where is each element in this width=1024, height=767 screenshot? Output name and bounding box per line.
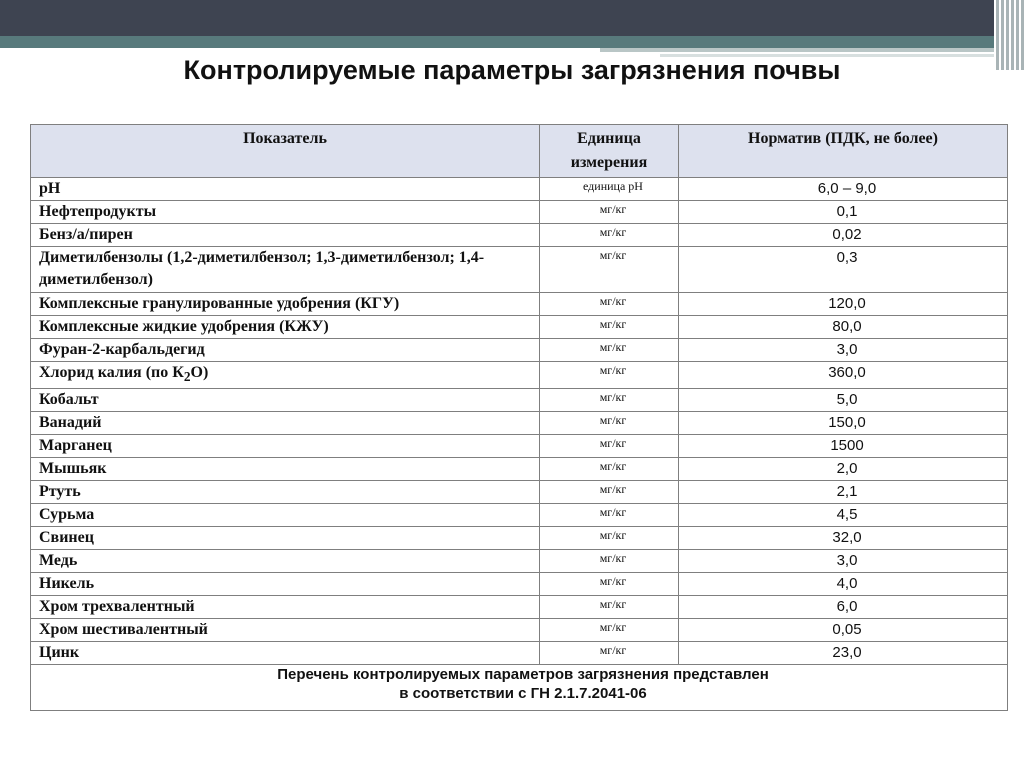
table-row: [31, 339, 1008, 362]
table-row: [31, 504, 1008, 527]
header-norm: Норматив (ПДК, не более): [679, 125, 1008, 178]
table-row: [31, 201, 1008, 224]
row-name: Фуран-2-карбальдегид: [31, 339, 540, 362]
row-name: Сурьма: [31, 504, 540, 527]
row-norm: 6,0: [679, 596, 1008, 619]
row-name: Комплексные жидкие удобрения (КЖУ): [31, 316, 540, 339]
row-name: Цинк: [31, 642, 540, 665]
row-name: pH: [31, 178, 540, 201]
table-footer-row: [31, 665, 1008, 711]
row-norm: 120,0: [679, 293, 1008, 316]
row-name: Свинец: [31, 527, 540, 550]
table-row: [31, 247, 1008, 293]
row-name: Диметилбензолы (1,2-диметилбензол; 1,3-диметилбензол; 1,4-диметилбензол): [31, 247, 540, 293]
row-name-part: Хлорид калия (по К: [39, 364, 184, 381]
row-norm: 5,0: [679, 389, 1008, 412]
row-name: Хром шестивалентный: [31, 619, 540, 642]
row-norm: 0,05: [679, 619, 1008, 642]
table-row: [31, 224, 1008, 247]
row-name: Нефтепродукты: [31, 201, 540, 224]
row-name: Никель: [31, 573, 540, 596]
row-unit: мг/кг: [540, 435, 679, 458]
row-unit: мг/кг: [540, 573, 679, 596]
row-name: Ванадий: [31, 412, 540, 435]
row-name: Медь: [31, 550, 540, 573]
row-norm: 32,0: [679, 527, 1008, 550]
table-row: [31, 596, 1008, 619]
row-norm: 0,1: [679, 201, 1008, 224]
table-row: [31, 435, 1008, 458]
row-unit: мг/кг: [540, 504, 679, 527]
table-row: [31, 573, 1008, 596]
row-name: [31, 362, 540, 389]
row-name: Бенз/а/пирен: [31, 224, 540, 247]
row-norm: 0,3: [679, 247, 1008, 293]
row-unit: мг/кг: [540, 389, 679, 412]
header-band: [0, 0, 1024, 36]
row-name-part: О): [190, 364, 209, 381]
row-norm: 23,0: [679, 642, 1008, 665]
table-row: [31, 178, 1008, 201]
row-norm: 6,0 – 9,0: [679, 178, 1008, 201]
table-row: [31, 550, 1008, 573]
accent-band: [0, 36, 1024, 48]
row-unit: мг/кг: [540, 412, 679, 435]
table-row: [31, 389, 1008, 412]
row-name: Мышьяк: [31, 458, 540, 481]
row-norm: 0,02: [679, 224, 1008, 247]
row-unit: мг/кг: [540, 247, 679, 293]
row-norm: 4,5: [679, 504, 1008, 527]
row-norm: 1500: [679, 435, 1008, 458]
table-row: [31, 316, 1008, 339]
row-unit: мг/кг: [540, 362, 679, 389]
row-name: Хром трехвалентный: [31, 596, 540, 619]
row-unit: мг/кг: [540, 339, 679, 362]
row-name: Кобальт: [31, 389, 540, 412]
row-norm: 4,0: [679, 573, 1008, 596]
row-name: Марганец: [31, 435, 540, 458]
row-norm: 150,0: [679, 412, 1008, 435]
page-title: Контролируемые параметры загрязнения почвы: [183, 55, 841, 85]
table-row: [31, 642, 1008, 665]
row-norm: 2,0: [679, 458, 1008, 481]
row-unit: мг/кг: [540, 596, 679, 619]
row-unit: мг/кг: [540, 201, 679, 224]
row-norm: 3,0: [679, 339, 1008, 362]
table-row: [31, 293, 1008, 316]
row-unit: мг/кг: [540, 619, 679, 642]
row-norm: 360,0: [679, 362, 1008, 389]
row-name: Ртуть: [31, 481, 540, 504]
table-row: [31, 527, 1008, 550]
row-name-subscript: 2: [183, 369, 191, 385]
table-row: [31, 362, 1008, 389]
row-norm: 2,1: [679, 481, 1008, 504]
row-unit: мг/кг: [540, 458, 679, 481]
table-footer-note: [31, 665, 1008, 711]
header-indicator: Показатель: [31, 125, 540, 178]
row-unit: мг/кг: [540, 642, 679, 665]
row-unit: единица pH: [540, 178, 679, 201]
row-unit: мг/кг: [540, 224, 679, 247]
table-row: [31, 412, 1008, 435]
table-row: [31, 619, 1008, 642]
footer-line: Перечень контролируемых параметров загрязнения представлен: [277, 666, 769, 684]
soil-parameters-table: [30, 124, 1008, 711]
row-norm: 80,0: [679, 316, 1008, 339]
header-unit: Единица измерения: [540, 125, 679, 178]
row-unit: мг/кг: [540, 316, 679, 339]
footer-line: в соответствии с ГН 2.1.7.2041-06: [399, 685, 647, 703]
row-unit: мг/кг: [540, 481, 679, 504]
row-norm: 3,0: [679, 550, 1008, 573]
table-row: [31, 458, 1008, 481]
row-unit: мг/кг: [540, 550, 679, 573]
row-name: Комплексные гранулированные удобрения (КГУ): [31, 293, 540, 316]
row-unit: мг/кг: [540, 527, 679, 550]
decorative-stripe: [600, 48, 1024, 52]
table-header-row: [31, 125, 1008, 178]
row-unit: мг/кг: [540, 293, 679, 316]
table-row: [31, 481, 1008, 504]
